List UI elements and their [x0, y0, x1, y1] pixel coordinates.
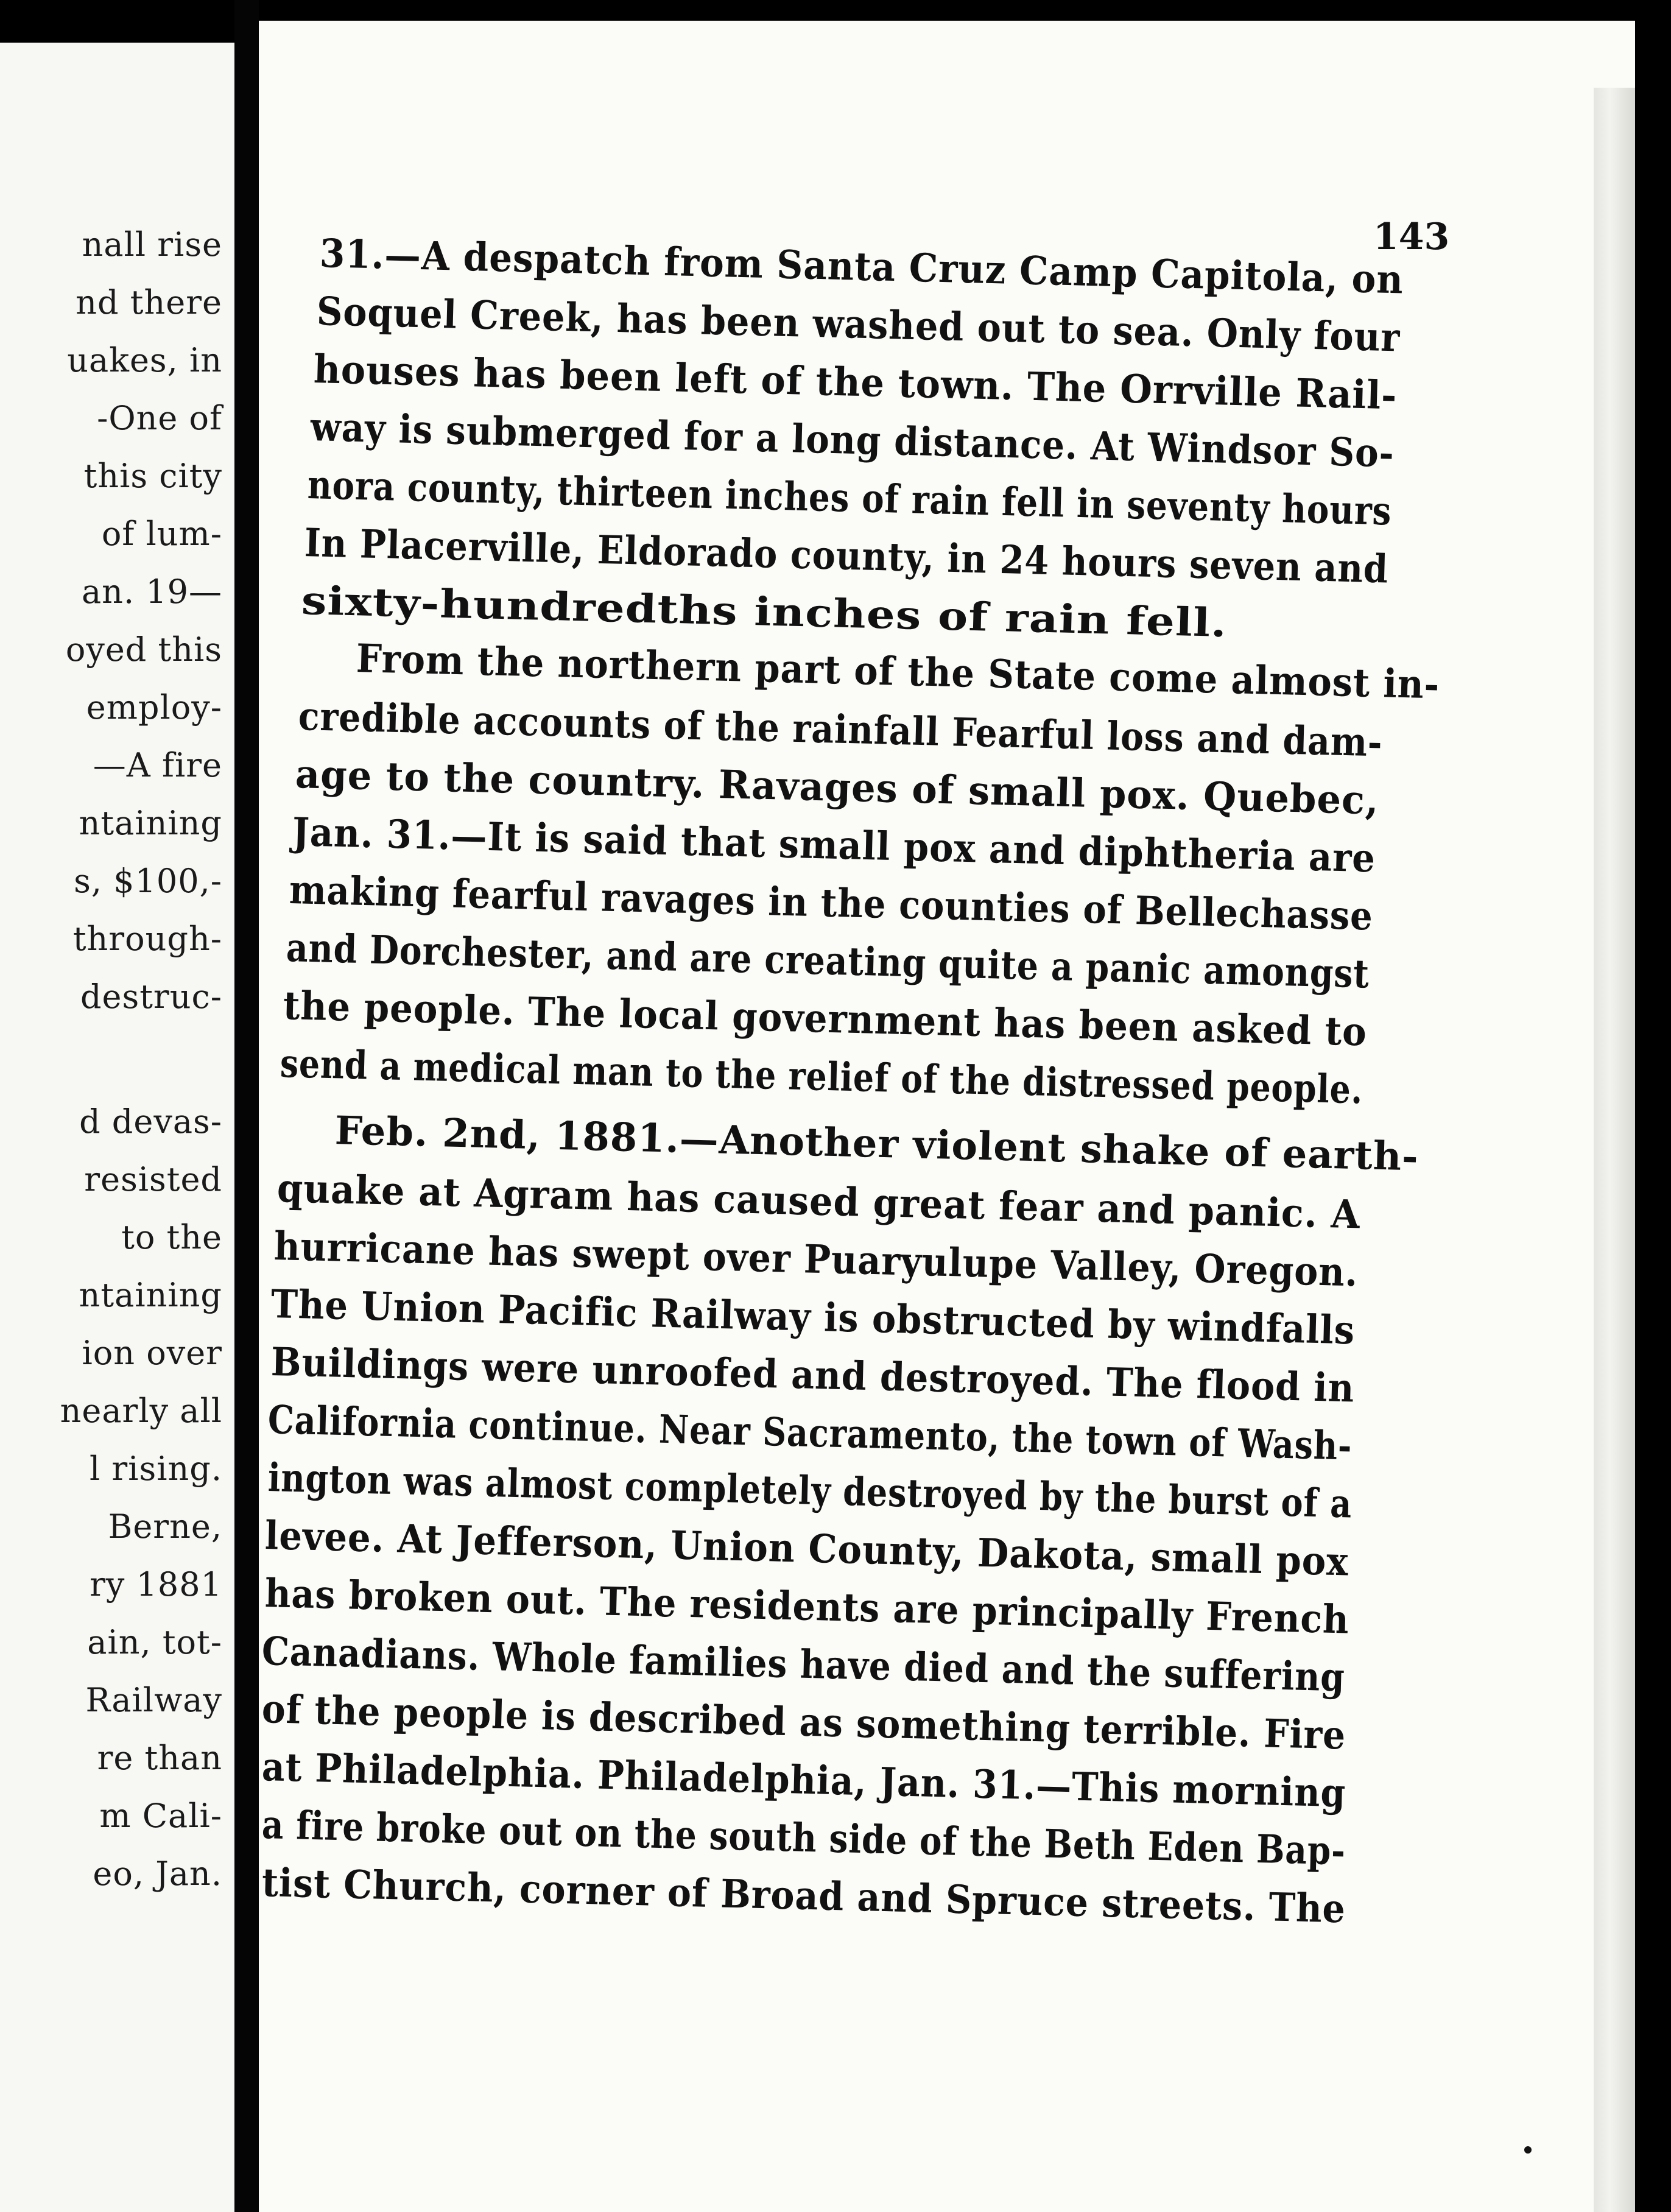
left-page-line: Berne, — [108, 1507, 222, 1546]
left-page-line: eo, Jan. — [93, 1854, 222, 1893]
left-page-line: re than — [97, 1739, 222, 1777]
body-text-line: tist Church, corner of Broad and Spruce streets. The — [261, 1860, 1346, 1932]
body-text-line: making fearful ravages in the counties of Bellechasse — [289, 867, 1374, 940]
left-page-line: resisted — [84, 1160, 222, 1199]
body-text-line: houses has been left of the town. The Orrville Rail- — [313, 347, 1398, 419]
body-text-line: has broken out. The residents are principally French — [264, 1571, 1350, 1643]
body-text-line: credible accounts of the rainfall Fearful loss and dam- — [298, 694, 1384, 766]
body-text-line: Soquel Creek, has been washed out to sea. Only four — [316, 289, 1401, 361]
body-text-line: and Dorchester, and are creating quite a panic amongst — [286, 925, 1370, 998]
body-text-line: the people. The local government has been asked to — [283, 983, 1368, 1055]
left-page-line: nall rise — [82, 225, 222, 264]
left-page-line: ntaining — [79, 1276, 222, 1314]
body-text-line: quake at Agram has caused great fear and panic. A — [276, 1166, 1361, 1238]
body-text-line: send a medical man to the relief of the distressed people. — [280, 1041, 1364, 1113]
right-page — [259, 21, 1635, 2212]
left-page-line: Railway — [85, 1681, 222, 1719]
left-page-line: -One of — [97, 399, 222, 437]
left-page-line: oyed this — [65, 630, 222, 669]
left-page-line: —A fire — [93, 746, 222, 784]
left-page-line: through- — [72, 920, 222, 958]
body-text-line: Canadians. Whole families have died and the suffering — [261, 1629, 1346, 1701]
left-page-line: ain, tot- — [87, 1623, 222, 1661]
body-text-line: age to the country. Ravages of small pox. Quebec, — [295, 752, 1380, 824]
page-number: 143 — [1373, 216, 1450, 258]
body-text-line: Jan. 31.—It is said that small pox and diphtheria are — [292, 809, 1376, 882]
body-text-line: a fire broke out on the south side of the Beth Eden Bap- — [261, 1802, 1346, 1875]
left-page-line: s, $100,- — [74, 862, 222, 900]
body-text-line: California continue. Near Sacramento, the town of Wash- — [267, 1397, 1353, 1470]
left-page-fragment — [0, 43, 234, 2212]
left-page-line: to the — [121, 1218, 222, 1256]
left-page-line: uakes, in — [67, 341, 222, 379]
page-edge — [1594, 88, 1635, 2212]
body-text-line: of the people is described as something terrible. Fire — [261, 1686, 1346, 1759]
body-text-line: Buildings were unroofed and destroyed. The flood in — [270, 1339, 1356, 1412]
body-text-line: The Union Pacific Railway is obstructed by windfalls — [270, 1281, 1356, 1354]
body-text-line: ington was almost completely destroyed by the burst of a — [267, 1455, 1353, 1527]
body-text-line: In Placerville, Eldorado county, in 24 hours seven and — [304, 520, 1389, 593]
left-page-line: of lum- — [101, 515, 222, 553]
left-page-line: nd there — [76, 283, 222, 322]
body-text-line: 31.—A despatch from Santa Cruz Camp Capitola, on — [319, 231, 1404, 303]
body-text-line: hurricane has swept over Puaryulupe Valley, Oregon. — [273, 1224, 1359, 1296]
left-page-line: ry 1881 — [90, 1565, 222, 1604]
left-page-line: destruc- — [80, 977, 222, 1016]
body-text-line: nora county, thirteen inches of rain fell in seventy hours — [307, 462, 1393, 535]
left-page-line: d devas- — [79, 1102, 222, 1141]
left-page-line: l rising. — [89, 1449, 222, 1488]
ink-speck — [1524, 2146, 1532, 2154]
body-text-line: levee. At Jefferson, Union County, Dakota, small pox — [264, 1513, 1349, 1585]
left-page-line: employ- — [86, 688, 222, 727]
body-text-line: sixty-hundredths inches of rain fell. — [301, 578, 1228, 647]
body-text-line: at Philadelphia. Philadelphia, Jan. 31.—This morning — [261, 1744, 1346, 1817]
body-text-line: From the northern part of the State come almost in- — [356, 636, 1440, 708]
book-gutter — [234, 0, 259, 2212]
left-page-line: ion over — [82, 1334, 222, 1372]
left-page-line: ntaining — [79, 804, 222, 842]
left-page-line: this city — [83, 457, 222, 495]
left-page-line: an. 19— — [81, 572, 222, 611]
left-page-line: m Cali- — [99, 1797, 222, 1835]
body-text-line: way is submerged for a long distance. At Windsor So- — [310, 404, 1395, 477]
left-page-line: nearly all — [60, 1392, 222, 1430]
body-text-line: Feb. 2nd, 1881.—Another violent shake of earth- — [334, 1108, 1419, 1180]
